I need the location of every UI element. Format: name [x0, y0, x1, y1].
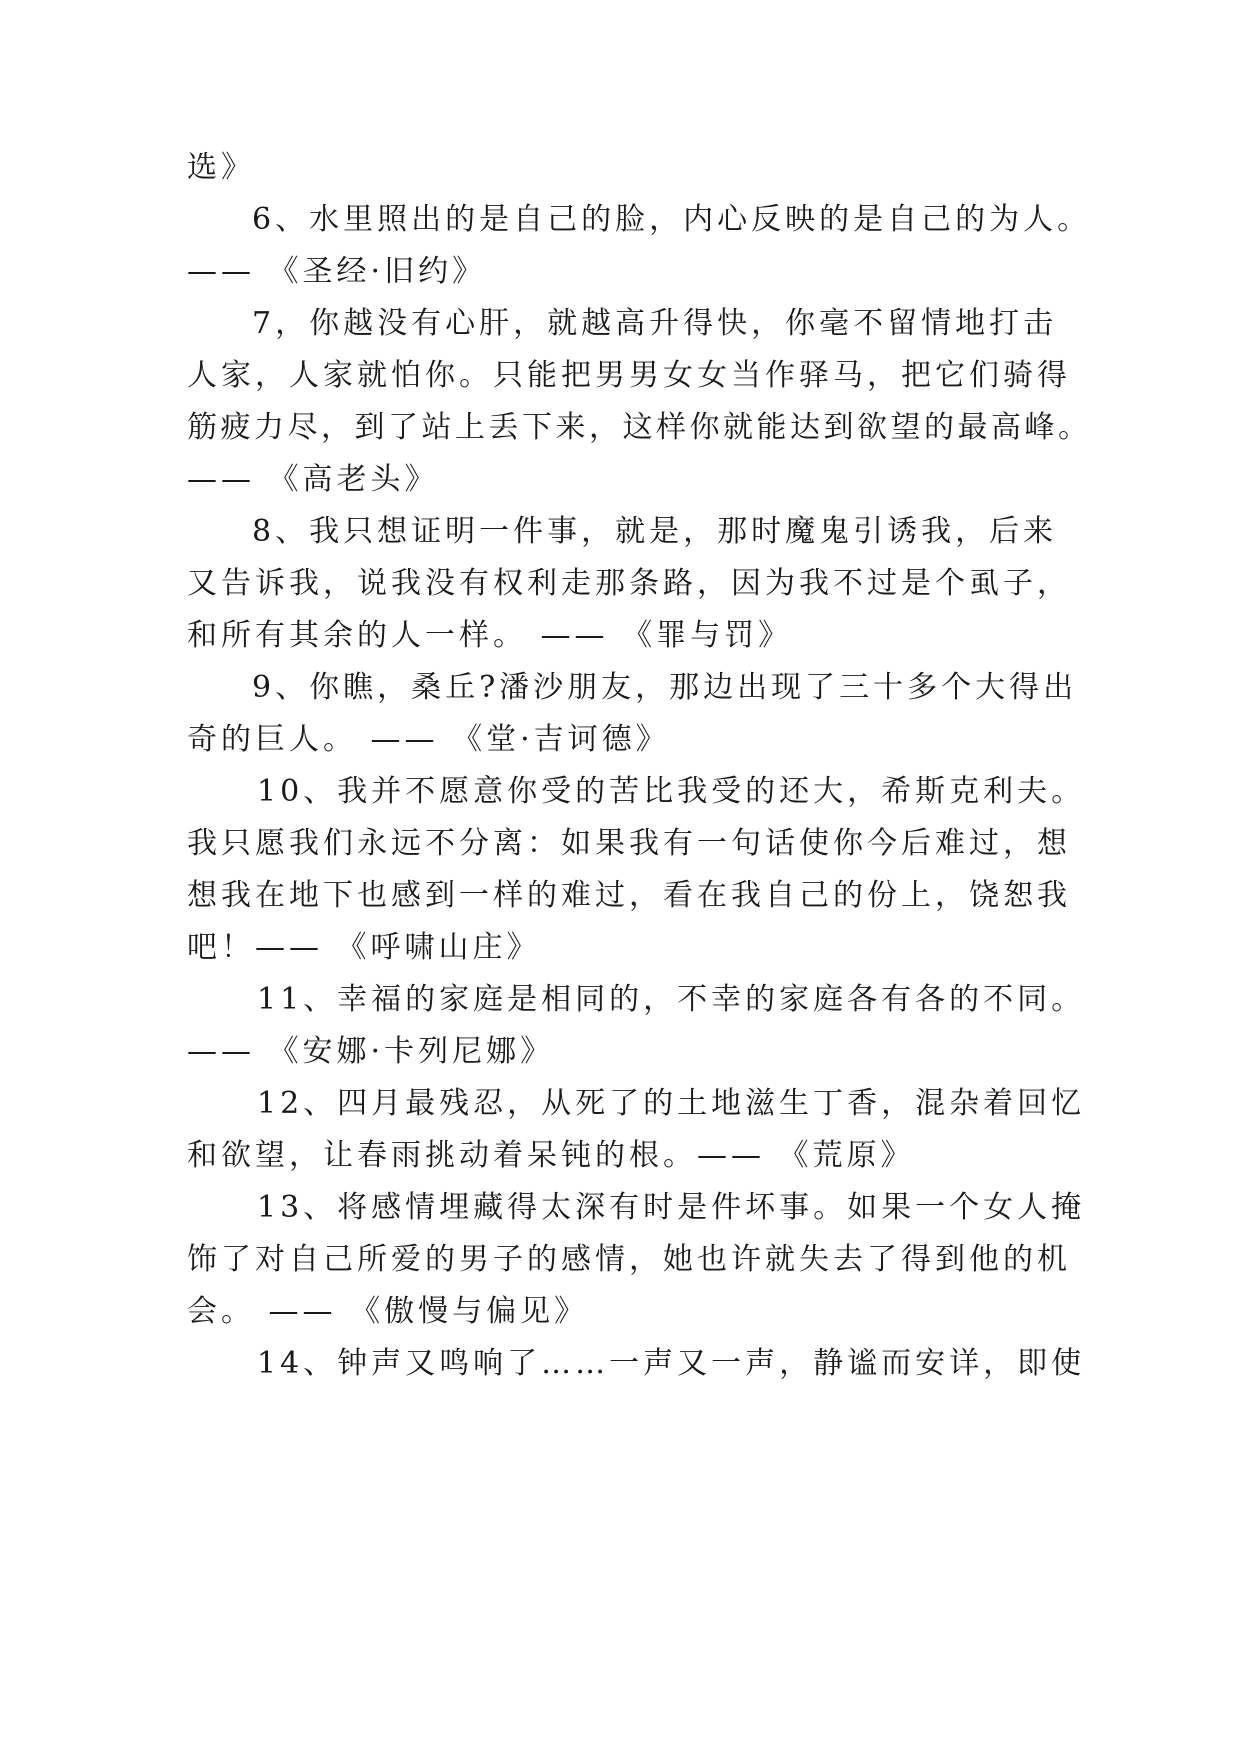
text-line: 奇的巨人。 —— 《堂·吉诃德》 — [187, 722, 670, 757]
text-line: 6、水里照出的是自己的脸，内心反映的是自己的为人。 — [252, 202, 1092, 237]
text-line: 12、四月最残忍，从死了的土地滋生丁香，混杂着回忆 — [257, 1086, 1086, 1121]
text-line: 吧！—— 《呼啸山庄》 — [187, 930, 541, 965]
text-line: 和所有其余的人一样。 —— 《罪与罚》 — [187, 618, 793, 653]
text-line: 13、将感情埋藏得太深有时是件坏事。如果一个女人掩 — [257, 1190, 1086, 1225]
text-line: 想我在地下也感到一样的难过，看在我自己的份上，饶恕我 — [187, 878, 1071, 913]
text-line: 10、我并不愿意你受的苦比我受的还大，希斯克利夫。 — [257, 774, 1086, 809]
text-line: 会。 —— 《傲慢与偏见》 — [187, 1294, 589, 1329]
text-line: 14、钟声又鸣响了……一声又一声，静谧而安详，即使 — [257, 1346, 1086, 1381]
text-line: —— 《安娜·卡列尼娜》 — [187, 1034, 555, 1069]
text-line: 和欲望，让春雨挑动着呆钝的根。—— 《荒原》 — [187, 1138, 915, 1173]
text-line: —— 《高老头》 — [187, 462, 439, 497]
text-line: 选》 — [187, 150, 255, 185]
text-line: 人家，人家就怕你。只能把男男女女当作驿马，把它们骑得 — [187, 358, 1071, 393]
text-line: 8、我只想证明一件事，就是，那时魔鬼引诱我，后来 — [252, 514, 1058, 549]
text-line: 7，你越没有心肝，就越高升得快，你毫不留情地打击 — [252, 306, 1058, 341]
text-line: 又告诉我，说我没有权利走那条路，因为我不过是个虱子， — [187, 566, 1071, 601]
text-line: 筋疲力尽，到了站上丢下来，这样你就能达到欲望的最高峰。 — [187, 410, 1092, 445]
text-line: 饰了对自己所爱的男子的感情，她也许就失去了得到他的机 — [187, 1242, 1071, 1277]
text-line: 11、幸福的家庭是相同的，不幸的家庭各有各的不同。 — [257, 982, 1086, 1017]
text-line: 9、你瞧，桑丘?潘沙朋友，那边出现了三十多个大得出 — [252, 670, 1078, 705]
text-line: —— 《圣经·旧约》 — [187, 254, 487, 289]
text-line: 我只愿我们永远不分离：如果我有一句话使你今后难过，想 — [187, 826, 1071, 861]
